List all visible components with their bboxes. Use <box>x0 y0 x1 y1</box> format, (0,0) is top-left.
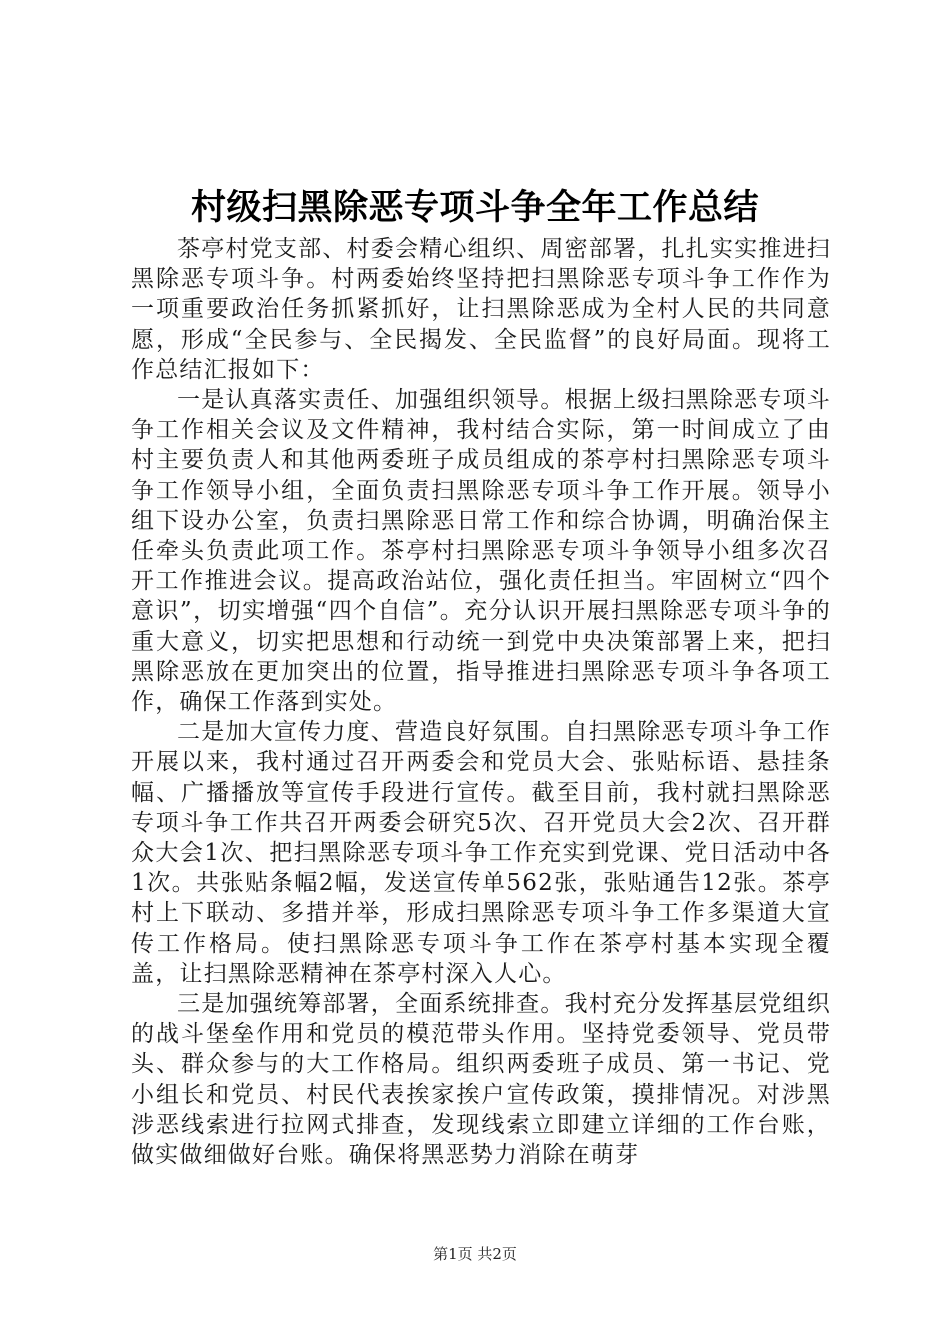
paragraph-section-1: 一是认真落实责任、加强组织领导。根据上级扫黑除恶专项斗争工作相关会议及文件精神，我村结合实际，第一时间成立了由村主要负责人和其他两委班子成员组成的茶亭村扫黑除恶专项斗争工作领导小组，全面负责扫黑除恶专项斗争工作开展。领导小组下设办公室，负责扫黑除恶日常工作和综合协调，明确治保主任牵头负责此项工作。茶亭村扫黑除恶专项斗争领导小组多次召开工作推进会议。提高政治站位，强化责任担当。牢固树立“四个意识”，切实增强“四个自信”。充分认识开展扫黑除恶专项斗争的重大意义，切实把思想和行动统一到党中央决策部署上来，把扫黑除恶放在更加突出的位置，指导推进扫黑除恶专项斗争各项工作，确保工作落到实处。 <box>131 387 831 716</box>
page-number-footer: 第1页 共2页 <box>433 1245 517 1263</box>
paragraph-intro: 茶亭村党支部、村委会精心组织、周密部署，扎扎实实推进扫黑除恶专项斗争。村两委始终坚持把扫黑除恶专项斗争工作作为一项重要政治任务抓紧抓好，让扫黑除恶成为全村人民的共同意愿，形成“全民参与、全民揭发、全民监督”的良好局面。现将工作总结汇报如下： <box>131 236 831 383</box>
paragraph-section-2: 二是加大宣传力度、营造良好氛围。自扫黑除恶专项斗争工作开展以来，我村通过召开两委会和党员大会、张贴标语、悬挂条幅、广播播放等宣传手段进行宣传。截至目前，我村就扫黑除恶专项斗争工作共召开两委会研究5次、召开党员大会2次、召开群众大会1次、把扫黑除恶专项斗争工作充实到党课、党日活动中各1次。共张贴条幅2幅，发送宣传单562张，张贴通告12张。茶亭村上下联动、多措并举，形成扫黑除恶专项斗争工作多渠道大宣传工作格局。使扫黑除恶专项斗争工作在茶亭村基本实现全覆盖，让扫黑除恶精神在茶亭村深入人心。 <box>131 719 831 987</box>
paragraph-section-3: 三是加强统筹部署，全面系统排查。我村充分发挥基层党组织的战斗堡垒作用和党员的模范带头作用。坚持党委领导、党员带头、群众参与的大工作格局。组织两委班子成员、第一书记、党小组长和党员、村民代表挨家挨户宣传政策，摸排情况。对涉黑涉恶线索进行拉网式排查，发现线索立即建立详细的工作台账，做实做细做好台账。确保将黑恶势力消除在萌芽 <box>131 991 831 1169</box>
document-body <box>131 234 831 1170</box>
document-title: 村级扫黑除恶专项斗争全年工作总结 <box>190 188 759 228</box>
